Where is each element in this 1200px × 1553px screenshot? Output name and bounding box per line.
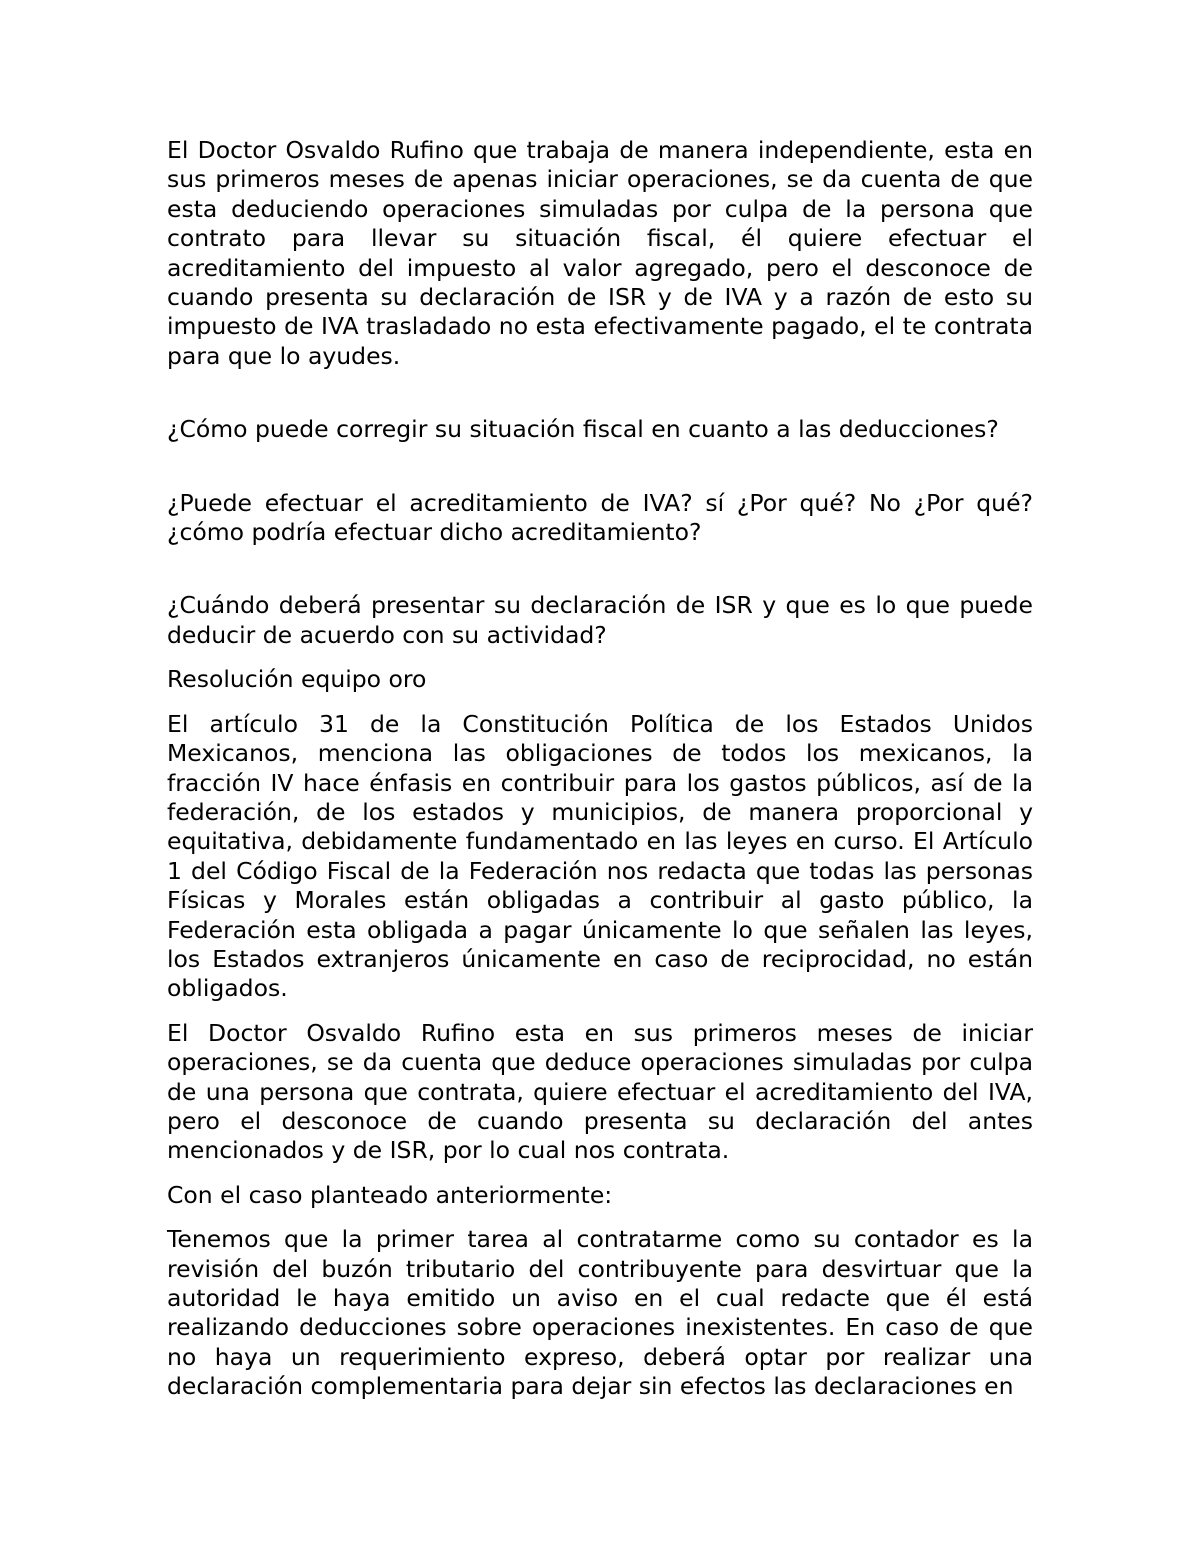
question-deductions: ¿Cómo puede corregir su situación fiscal en cuanto a las deducciones? — [167, 415, 999, 444]
resolution-heading: Resolución equipo oro — [167, 665, 427, 694]
case-statement-paragraph: El Doctor Osvaldo Rufino que trabaja de manera independiente, esta en sus primeros meses de apenas iniciar operaciones, se da cuenta de que esta deduciendo operaciones simuladas por culpa de la persona que contrato para llevar su situación fiscal, él quiere efectuar el acreditamiento del impuesto al valor agregado, pero el desconoce de cuando presenta su declaración de ISR y de IVA y a razón de esto su impuesto de IVA trasladado no esta efectivamente pagado, el te contrata para que lo ayudes. — [167, 136, 1033, 370]
question-isr-declaration: ¿Cuándo deberá presentar su declaración de ISR y que es lo que puede deducir de acuerdo con su actividad? — [167, 591, 1033, 649]
question-iva-credit: ¿Puede efectuar el acreditamiento de IVA? sí ¿Por qué? No ¿Por qué? ¿cómo podría efectuar dicho acreditamiento? — [167, 488, 1033, 547]
context-paragraph: Con el caso planteado anteriormente: — [167, 1180, 613, 1209]
doctor-summary-paragraph: El Doctor Osvaldo Rufino esta en sus primeros meses de iniciar operaciones, se da cuenta que deduce operaciones simuladas por culpa de una persona que contrata, quiere efectuar el acreditamiento del IVA, pero el desconoce de cuando presenta su declaración del antes mencionados y de ISR, por lo cual nos contrata. — [167, 1018, 1033, 1165]
document-body — [167, 136, 1033, 1402]
accountant-task-paragraph: Tenemos que la primer tarea al contratarme como su contador es la revisión del buzón tributario del contribuyente para desvirtuar que la autoridad le haya emitido un aviso en el cual redacte que él está realizando deducciones sobre operaciones inexistentes. En caso de que no haya un requerimiento expreso, deberá optar por realizar una declaración complementaria para dejar sin efectos las declaraciones en — [167, 1225, 1033, 1401]
constitution-article-paragraph: El artículo 31 de la Constitución Política de los Estados Unidos Mexicanos, menciona las obligaciones de todos los mexicanos, la fracción IV hace énfasis en contribuir para los gastos públicos, así de la federación, de los estados y municipios, de manera proporcional y equitativa, debidamente fundamentado en las leyes en curso. El Artículo 1 del Código Fiscal de la Federación nos redacta que todas las personas Físicas y Morales están obligadas a contribuir al gasto público, la Federación esta obligada a pagar únicamente lo que señalen las leyes, los Estados extranjeros únicamente en caso de reciprocidad, no están obligados. — [167, 709, 1033, 1003]
